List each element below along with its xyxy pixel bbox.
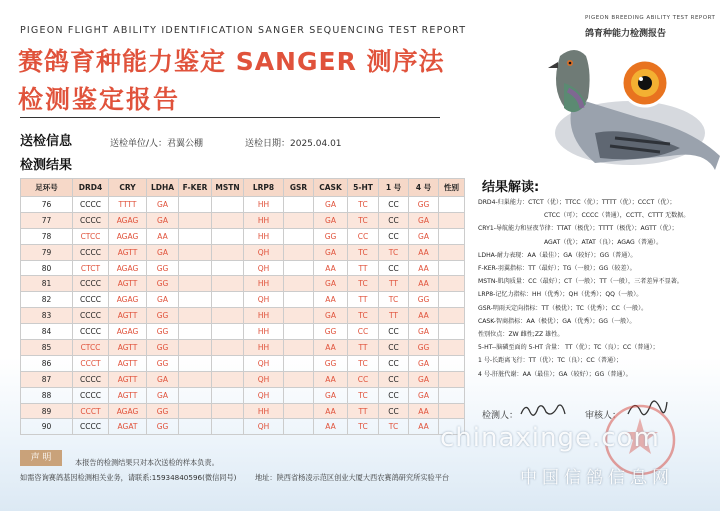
table-cell: CCCC	[73, 324, 109, 340]
table-cell	[179, 340, 212, 356]
interpretation-text	[478, 196, 718, 381]
table-cell	[212, 340, 244, 356]
table-cell: TC	[379, 419, 409, 435]
table-cell: 82	[21, 292, 73, 308]
table-cell	[284, 355, 314, 371]
table-cell: CCCC	[73, 197, 109, 213]
table-cell: 79	[21, 244, 73, 260]
auditor-label: 审核人：	[585, 411, 622, 421]
table-cell	[284, 276, 314, 292]
table-cell: GA	[409, 387, 439, 403]
table-cell: HH	[244, 212, 284, 228]
interpretation-line: 1 号-长距离飞行：TT（优）；TC（良）；CC（普通）；	[478, 357, 623, 365]
table-cell	[284, 228, 314, 244]
table-cell: AA	[409, 260, 439, 276]
table-cell: 77	[21, 212, 73, 228]
table-cell: HH	[244, 197, 284, 213]
org-english-title: PIGEON BREEDING ABILITY TEST REPORT	[585, 15, 716, 21]
org-chinese-title: 鸽育种能力检测报告	[585, 29, 667, 39]
interpretation-heading: 结果解读:	[482, 180, 540, 195]
table-cell	[179, 244, 212, 260]
table-cell: HH	[244, 324, 284, 340]
table-cell: AA	[409, 244, 439, 260]
table-cell: GG	[409, 292, 439, 308]
tester-signature	[518, 398, 568, 422]
interpretation-line: F-KER-羽翼指标：TT（最好）；TG（一般）；GG（较差）。	[478, 265, 636, 273]
table-cell: AGTT	[109, 276, 147, 292]
table-cell	[284, 419, 314, 435]
tester-label: 检测人：	[482, 411, 519, 421]
table-cell: TC	[348, 197, 379, 213]
table-cell	[439, 324, 465, 340]
table-cell: TT	[379, 276, 409, 292]
table-row	[21, 387, 465, 403]
table-cell: QH	[244, 244, 284, 260]
table-row	[21, 228, 465, 244]
table-cell	[179, 212, 212, 228]
table-cell: AA	[409, 419, 439, 435]
interpretation-line: LDHA-耐力表现：AA（最佳）；GA（较好）；GG（普通）。	[478, 251, 637, 259]
table-cell: GA	[147, 197, 179, 213]
column-header: MSTN	[212, 179, 244, 197]
table-cell: GG	[147, 355, 179, 371]
table-cell: GA	[147, 244, 179, 260]
table-cell	[179, 197, 212, 213]
table-cell	[284, 197, 314, 213]
table-cell: GA	[409, 228, 439, 244]
table-cell	[179, 355, 212, 371]
table-cell: AA	[409, 403, 439, 419]
table-cell: QH	[244, 355, 284, 371]
table-cell: AA	[314, 403, 348, 419]
table-cell: GA	[147, 387, 179, 403]
table-cell: CCCC	[73, 371, 109, 387]
table-cell: TC	[348, 212, 379, 228]
interpretation-line: AGAT（优）；ATAT（良）；AGAG（普通）。	[544, 238, 663, 246]
table-row	[21, 308, 465, 324]
table-cell	[212, 308, 244, 324]
table-cell: TC	[348, 276, 379, 292]
table-cell: CC	[379, 228, 409, 244]
column-header: CASK	[314, 179, 348, 197]
table-cell: AGAG	[109, 324, 147, 340]
table-cell: GA	[314, 276, 348, 292]
table-cell: CCCT	[73, 355, 109, 371]
table-cell: HH	[244, 308, 284, 324]
statement-label: 声 明	[20, 450, 62, 466]
table-row	[21, 419, 465, 435]
table-cell: CTCC	[73, 340, 109, 356]
table-row	[21, 292, 465, 308]
english-report-title: PIGEON FLIGHT ABILITY IDENTIFICATION SANGER SEQUENCING TEST REPORT	[20, 25, 467, 36]
table-cell	[212, 387, 244, 403]
table-cell	[439, 355, 465, 371]
table-cell: HH	[244, 276, 284, 292]
table-cell: AGAG	[109, 212, 147, 228]
table-cell: QH	[244, 260, 284, 276]
table-cell: TT	[348, 260, 379, 276]
table-cell: GG	[147, 403, 179, 419]
table-cell	[179, 292, 212, 308]
table-row	[21, 244, 465, 260]
table-cell: CCCC	[73, 387, 109, 403]
table-cell: CC	[379, 197, 409, 213]
table-cell: TT	[348, 340, 379, 356]
table-cell	[439, 308, 465, 324]
table-cell: 85	[21, 340, 73, 356]
table-cell: TC	[348, 355, 379, 371]
table-cell	[212, 419, 244, 435]
table-row	[21, 371, 465, 387]
table-cell: 88	[21, 387, 73, 403]
table-cell: TC	[348, 387, 379, 403]
watermark-site-cn: 中国信鸽信息网	[520, 468, 674, 488]
table-cell: QH	[244, 371, 284, 387]
table-cell	[439, 292, 465, 308]
table-cell: CC	[379, 324, 409, 340]
table-cell: AGAT	[109, 419, 147, 435]
table-cell	[212, 324, 244, 340]
table-cell: AGAG	[109, 260, 147, 276]
results-heading: 检测结果	[20, 158, 73, 173]
table-cell: 87	[21, 371, 73, 387]
table-cell: 78	[21, 228, 73, 244]
table-cell: GG	[147, 276, 179, 292]
table-cell: AGTT	[109, 308, 147, 324]
table-row	[21, 212, 465, 228]
table-cell	[212, 355, 244, 371]
table-cell: AGTT	[109, 244, 147, 260]
table-cell	[212, 212, 244, 228]
table-cell: TC	[379, 244, 409, 260]
table-cell: CC	[379, 403, 409, 419]
column-header: GSR	[284, 179, 314, 197]
table-cell: GG	[147, 324, 179, 340]
table-row	[21, 355, 465, 371]
table-cell: CCCT	[73, 403, 109, 419]
table-cell: GA	[314, 244, 348, 260]
table-cell: AGTT	[109, 340, 147, 356]
table-cell: TC	[348, 308, 379, 324]
column-header: LRP8	[244, 179, 284, 197]
table-cell	[284, 260, 314, 276]
table-cell: GG	[147, 340, 179, 356]
table-cell: QH	[244, 387, 284, 403]
table-row	[21, 276, 465, 292]
table-header-row	[21, 179, 465, 197]
table-cell: GA	[409, 355, 439, 371]
table-cell: GG	[147, 308, 179, 324]
table-cell: QH	[244, 419, 284, 435]
table-cell	[212, 292, 244, 308]
table-cell: AGTT	[109, 371, 147, 387]
table-cell: GG	[147, 260, 179, 276]
interpretation-line: LRP8-记忆力指标：HH（优秀）；QH（优秀）；QQ（一般）。	[478, 291, 643, 299]
table-cell	[212, 228, 244, 244]
table-cell: CCCC	[73, 212, 109, 228]
table-cell: GA	[409, 212, 439, 228]
table-cell: GG	[409, 340, 439, 356]
report-title-line2: 检测鉴定报告	[18, 85, 181, 114]
table-cell: CC	[379, 387, 409, 403]
interpretation-line: CTCC（可）；CCCC（普通），CCTT、CTTT 无数据。	[544, 212, 690, 220]
table-cell: AGTT	[109, 355, 147, 371]
table-cell: AA	[409, 276, 439, 292]
table-cell: CC	[348, 371, 379, 387]
table-cell: 86	[21, 355, 73, 371]
table-cell: 80	[21, 260, 73, 276]
table-cell: 76	[21, 197, 73, 213]
table-cell: GG	[409, 197, 439, 213]
table-cell: GA	[314, 197, 348, 213]
table-row	[21, 403, 465, 419]
table-cell: CCCC	[73, 292, 109, 308]
table-cell: GA	[147, 212, 179, 228]
results-table	[20, 178, 465, 435]
table-row	[21, 340, 465, 356]
table-cell	[179, 403, 212, 419]
table-cell	[212, 197, 244, 213]
table-cell: CCCC	[73, 244, 109, 260]
column-header: 性别	[439, 179, 465, 197]
table-cell	[212, 260, 244, 276]
interpretation-line: 5-HT--脑磷至面的 5-HT 含量： TT（优）；TC（良）；CC（普通）；	[478, 344, 659, 352]
table-cell	[439, 212, 465, 228]
table-cell: AGAG	[109, 403, 147, 419]
table-cell: GA	[147, 371, 179, 387]
table-cell	[212, 371, 244, 387]
table-cell: GG	[314, 355, 348, 371]
column-header: 足环号	[21, 179, 73, 197]
table-cell	[439, 340, 465, 356]
table-cell: AGAG	[109, 228, 147, 244]
table-cell: TT	[348, 403, 379, 419]
address-line: 地址：陕西省杨凌示范区创业大厦大西农赛鸽研究所实验平台	[255, 473, 450, 482]
table-cell: GA	[314, 387, 348, 403]
column-header: DRD4	[73, 179, 109, 197]
table-cell: AA	[409, 308, 439, 324]
table-cell: TC	[348, 419, 379, 435]
table-cell	[284, 403, 314, 419]
title-divider	[20, 117, 440, 118]
table-cell: TTTT	[109, 197, 147, 213]
table-cell	[284, 212, 314, 228]
table-cell	[284, 292, 314, 308]
table-cell	[439, 228, 465, 244]
table-cell: 89	[21, 403, 73, 419]
table-cell: HH	[244, 228, 284, 244]
table-cell	[439, 260, 465, 276]
table-cell	[284, 308, 314, 324]
interpretation-line: DRD4-归巢能力：CTCT（优）；TTCC（优）；TTTT（优）；CCCT（优）；	[478, 199, 676, 206]
table-cell: AA	[314, 371, 348, 387]
table-cell: GG	[314, 324, 348, 340]
table-cell	[212, 244, 244, 260]
table-cell	[179, 276, 212, 292]
table-cell	[179, 260, 212, 276]
table-row	[21, 324, 465, 340]
table-cell	[179, 228, 212, 244]
table-row	[21, 260, 465, 276]
table-cell	[439, 276, 465, 292]
table-cell: AA	[314, 292, 348, 308]
table-cell: 81	[21, 276, 73, 292]
submitter-unit: 送检单位/人：君翼公棚	[110, 139, 204, 149]
table-cell	[179, 324, 212, 340]
interpretation-line: 4 号-肝脏代谢：AA（最佳）；GA（较好）；GG（普通）。	[478, 370, 632, 378]
statement-line-1: 本报告的检测结果只对本次送检的样本负责。	[75, 458, 219, 467]
table-cell	[179, 308, 212, 324]
table-cell	[439, 371, 465, 387]
watermark-site: chinaxinge.com	[440, 423, 660, 453]
column-header: F-KER	[179, 179, 212, 197]
table-cell: GA	[314, 308, 348, 324]
table-cell: CCCC	[73, 419, 109, 435]
table-cell: GG	[147, 419, 179, 435]
table-cell	[179, 419, 212, 435]
column-header: LDHA	[147, 179, 179, 197]
pigeon-illustration	[520, 38, 720, 178]
interpretation-line: GSR-明雨天定向指标：TT（极优）；TC（优秀）；CC（一般）。	[478, 304, 648, 312]
table-cell: TT	[348, 292, 379, 308]
table-cell	[179, 387, 212, 403]
table-cell: TT	[379, 308, 409, 324]
submission-date: 送检日期：2025.04.01	[245, 139, 342, 149]
table-cell: CTCC	[73, 228, 109, 244]
report-title-line1: 赛鸽育种能力鉴定 SANGER 测序法	[18, 47, 445, 76]
table-cell	[284, 340, 314, 356]
table-row	[21, 197, 465, 213]
contact-line: 如需咨询赛鸽基因检测相关业务，请联系:15934840596(微信同号)	[20, 473, 237, 482]
column-header: 5-HT	[348, 179, 379, 197]
table-cell: CCCC	[73, 308, 109, 324]
interpretation-line: CASK-智商指标：AA（极优）；GA（优秀）；GG（一般）。	[478, 317, 636, 325]
table-cell: GA	[314, 212, 348, 228]
table-cell: AA	[314, 419, 348, 435]
table-cell: CC	[348, 228, 379, 244]
table-cell	[439, 197, 465, 213]
table-cell: GA	[147, 292, 179, 308]
table-cell: QH	[244, 292, 284, 308]
column-header: 1 号	[379, 179, 409, 197]
table-cell: AA	[314, 340, 348, 356]
table-cell	[439, 403, 465, 419]
table-cell: CC	[348, 324, 379, 340]
table-cell: HH	[244, 340, 284, 356]
interpretation-line: MSTN-肌肉质量：CC（最好）；CT（一般）；TT（一般），三者差异不显著。	[478, 278, 683, 286]
table-cell: 90	[21, 419, 73, 435]
table-cell: CTCT	[73, 260, 109, 276]
table-cell	[212, 403, 244, 419]
table-cell: 83	[21, 308, 73, 324]
interpretation-line: CRY1-导航能力和昼夜节律：TTAT（极优）；TTTT（极优）；AGTT（优）；	[478, 225, 678, 233]
table-cell	[439, 244, 465, 260]
table-cell: AA	[314, 260, 348, 276]
table-cell	[212, 276, 244, 292]
table-cell	[284, 244, 314, 260]
table-body	[21, 197, 465, 435]
table-cell: CC	[379, 371, 409, 387]
table-cell: TC	[379, 292, 409, 308]
table-cell: CC	[379, 355, 409, 371]
table-cell	[439, 387, 465, 403]
table-cell: CC	[379, 340, 409, 356]
table-cell: CCCC	[73, 276, 109, 292]
column-header: CRY	[109, 179, 147, 197]
table-cell: HH	[244, 403, 284, 419]
sample-info-heading: 送检信息	[20, 134, 73, 149]
table-cell	[284, 387, 314, 403]
table-cell: AGAG	[109, 292, 147, 308]
table-cell: CC	[379, 212, 409, 228]
table-cell: GA	[409, 324, 439, 340]
table-cell: AGTT	[109, 387, 147, 403]
table-cell	[179, 371, 212, 387]
table-cell: TC	[348, 244, 379, 260]
interpretation-line: 性别位点：ZW 雌性;ZZ 雄性。	[478, 331, 564, 339]
table-cell: 84	[21, 324, 73, 340]
table-cell	[284, 324, 314, 340]
table-cell: AA	[147, 228, 179, 244]
column-header: 4 号	[409, 179, 439, 197]
table-cell: GA	[409, 371, 439, 387]
table-cell: CC	[379, 260, 409, 276]
table-cell: GG	[314, 228, 348, 244]
table-cell	[284, 371, 314, 387]
